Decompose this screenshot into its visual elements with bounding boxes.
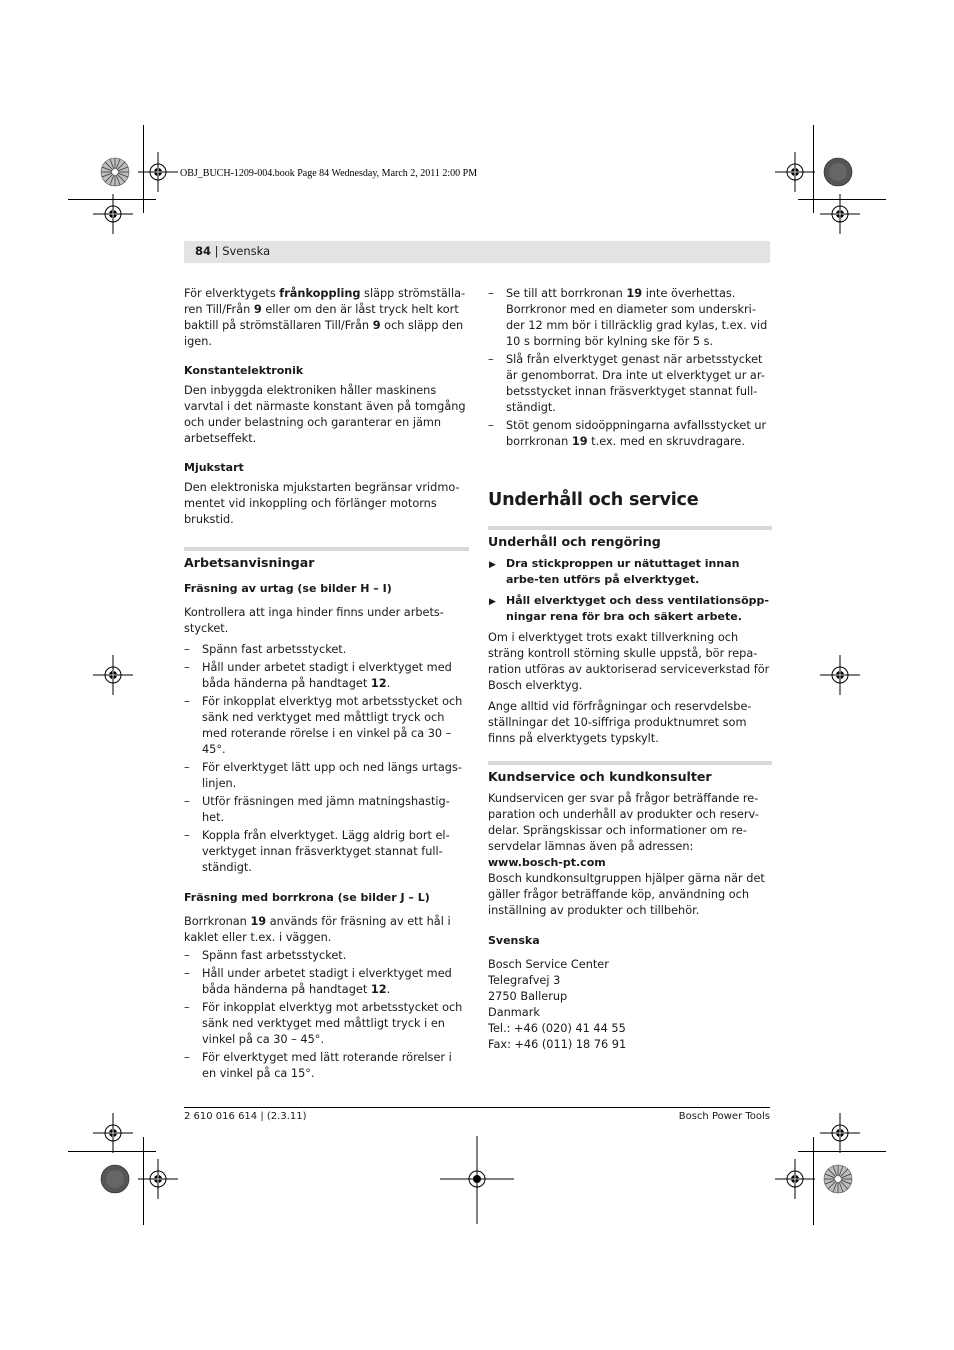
footer-brand: Bosch Power Tools: [678, 1111, 770, 1122]
borrkrona-list-continued: [488, 286, 772, 450]
urtag-heading: Fräsning av urtag (se bilder H – I): [184, 582, 392, 595]
rengoring-text-1: Om i elverktyget trots exakt tillverkning och sträng kontroll störning skulle uppstå, bör repa-ration utföras av auktoriserad serviceverkstad för Bosch elverktyg.: [488, 631, 770, 692]
address-fax: Fax: +46 (011) 18 76 91: [488, 1038, 627, 1051]
left-column: [184, 286, 469, 1084]
address-phone: Tel.: +46 (020) 41 44 55: [488, 1022, 626, 1035]
right-column: [488, 286, 772, 1053]
header-language: Svenska: [222, 244, 271, 258]
list-item: – Håll under arbetet stadigt i elverktyget med båda händerna på handtaget 12.: [184, 660, 469, 692]
address-line: Bosch Service Center: [488, 958, 609, 971]
address-line: Telegrafvej 3: [488, 974, 561, 987]
urtag-list: [184, 642, 469, 876]
section-title: Underhåll och service: [488, 490, 699, 510]
rengoring-heading: Underhåll och rengöring: [488, 526, 772, 550]
urtag-intro: Kontrollera att inga hinder finns under arbets-stycket.: [184, 606, 444, 635]
borrkrona-intro: Borrkronan 19 används för fräsning av ett hål i kaklet eller t.ex. i väggen.: [184, 915, 451, 944]
header-bar: [184, 241, 770, 263]
list-item: – Spänn fast arbetsstycket.: [184, 642, 469, 658]
mjukstart-text: Den elektroniska mjukstarten begränsar vridmo-mentet vid inkoppling och förlänger motorns brukstid.: [184, 481, 460, 526]
borrkrona-list: [184, 948, 469, 1082]
page-header: [195, 244, 270, 258]
konstant-text: Den inbyggda elektroniken håller maskinens varvtal i det närmaste konstant även på tomgång och under belastning och garanterar en jämn arbetseffekt.: [184, 384, 466, 445]
list-item: – Stöt genom sidoöppningarna avfallsstycket ur borrkronan 19 t.ex. med en skruvdragare.: [488, 418, 772, 450]
list-item: – Koppla från elverktyget. Lägg aldrig bort el-verktyget innan fräsverktyget stannat full-ständigt.: [184, 828, 469, 876]
kundservice-text: Kundservicen ger svar på frågor beträffande re-paration och underhåll av produkter och reserv-delar. Sprängskissar och informationer om re-servdelar lämnas även på adressen:: [488, 792, 759, 853]
triangle-right-icon: ▶: [489, 560, 496, 570]
kundservice-heading: Kundservice och kundkonsulter: [488, 761, 772, 785]
konstant-heading: Konstantelektronik: [184, 364, 304, 377]
footer-divider: [184, 1107, 770, 1108]
list-item: – För inkopplat elverktyg mot arbetsstycket och sänk ned verktyget med måttligt tryck i en vinkel på ca 30 – 45°.: [184, 1000, 469, 1048]
svenska-heading: Svenska: [488, 934, 540, 947]
list-item: – Utför fräsningen med jämn matningshastig-het.: [184, 794, 469, 826]
address-block: [488, 957, 772, 1053]
list-item: – För elverktyget lätt upp och ned längs urtags-linjen.: [184, 760, 469, 792]
website-link[interactable]: www.bosch-pt.com: [488, 856, 606, 869]
warning-item: ▶ Dra stickproppen ur nätuttaget innan arbe-ten utförs på elverktyget.: [489, 557, 740, 586]
arbetsanvisningar-heading: Arbetsanvisningar: [184, 547, 469, 571]
borrkrona-heading: Fräsning med borrkrona (se bilder J – L): [184, 891, 430, 904]
page-number: 84: [195, 244, 212, 258]
mjukstart-heading: Mjukstart: [184, 461, 244, 474]
list-item: – För elverktyget med lätt roterande rörelser i en vinkel på ca 15°.: [184, 1050, 469, 1082]
footer-doc-number: 2 610 016 614 | (2.3.11): [184, 1111, 307, 1122]
address-line: 2750 Ballerup: [488, 990, 568, 1003]
warning-item: ▶ Håll elverktyget och dess ventilationsöpp-ningar rena för bra och säkert arbete.: [489, 594, 769, 623]
address-line: Danmark: [488, 1006, 540, 1019]
rengoring-text-2: Ange alltid vid förfrågningar och reservdelsbe-ställningar det 10-siffriga produktnumret som finns på elverktygets typskylt.: [488, 700, 752, 745]
intro-paragraph: För elverktygets frånkoppling släpp strömställa-ren Till/Från 9 eller om den är låst tryck helt kort baktill på strömställaren Till/Från 9 och släpp den igen.: [184, 287, 466, 348]
list-item: – Håll under arbetet stadigt i elverktyget med båda händerna på handtaget 12.: [184, 966, 469, 998]
list-item: – Spänn fast arbetsstycket.: [184, 948, 469, 964]
print-info: OBJ_BUCH-1209-004.book Page 84 Wednesday, March 2, 2011 2:00 PM: [180, 168, 478, 179]
list-item: – För inkopplat elverktyg mot arbetsstycket och sänk ned verktyget med måttligt tryck och med roterande rörelse i en vinkel på ca 30 – 45°.: [184, 694, 469, 758]
triangle-right-icon: ▶: [489, 597, 496, 607]
header-separator: |: [211, 244, 223, 258]
list-item: – Slå från elverktyget genast när arbetsstycket är genomborrat. Dra inte ut elverktyget ur ar-betsstycket innan fräsverktyget stannat full-ständigt.: [488, 352, 772, 416]
kundkonsult-text: Bosch kundkonsultgruppen hjälper gärna när det gäller frågor beträffande köp, användning och inställning av produkter och tillbehör.: [488, 872, 765, 917]
list-item: – Se till att borrkronan 19 inte överhettas. Borrkronor med en diameter som underskri-der 12 mm bör i tillräcklig grad kylas, t.ex. vid 10 s borrning bör kylning ske för 5 s.: [488, 286, 772, 350]
